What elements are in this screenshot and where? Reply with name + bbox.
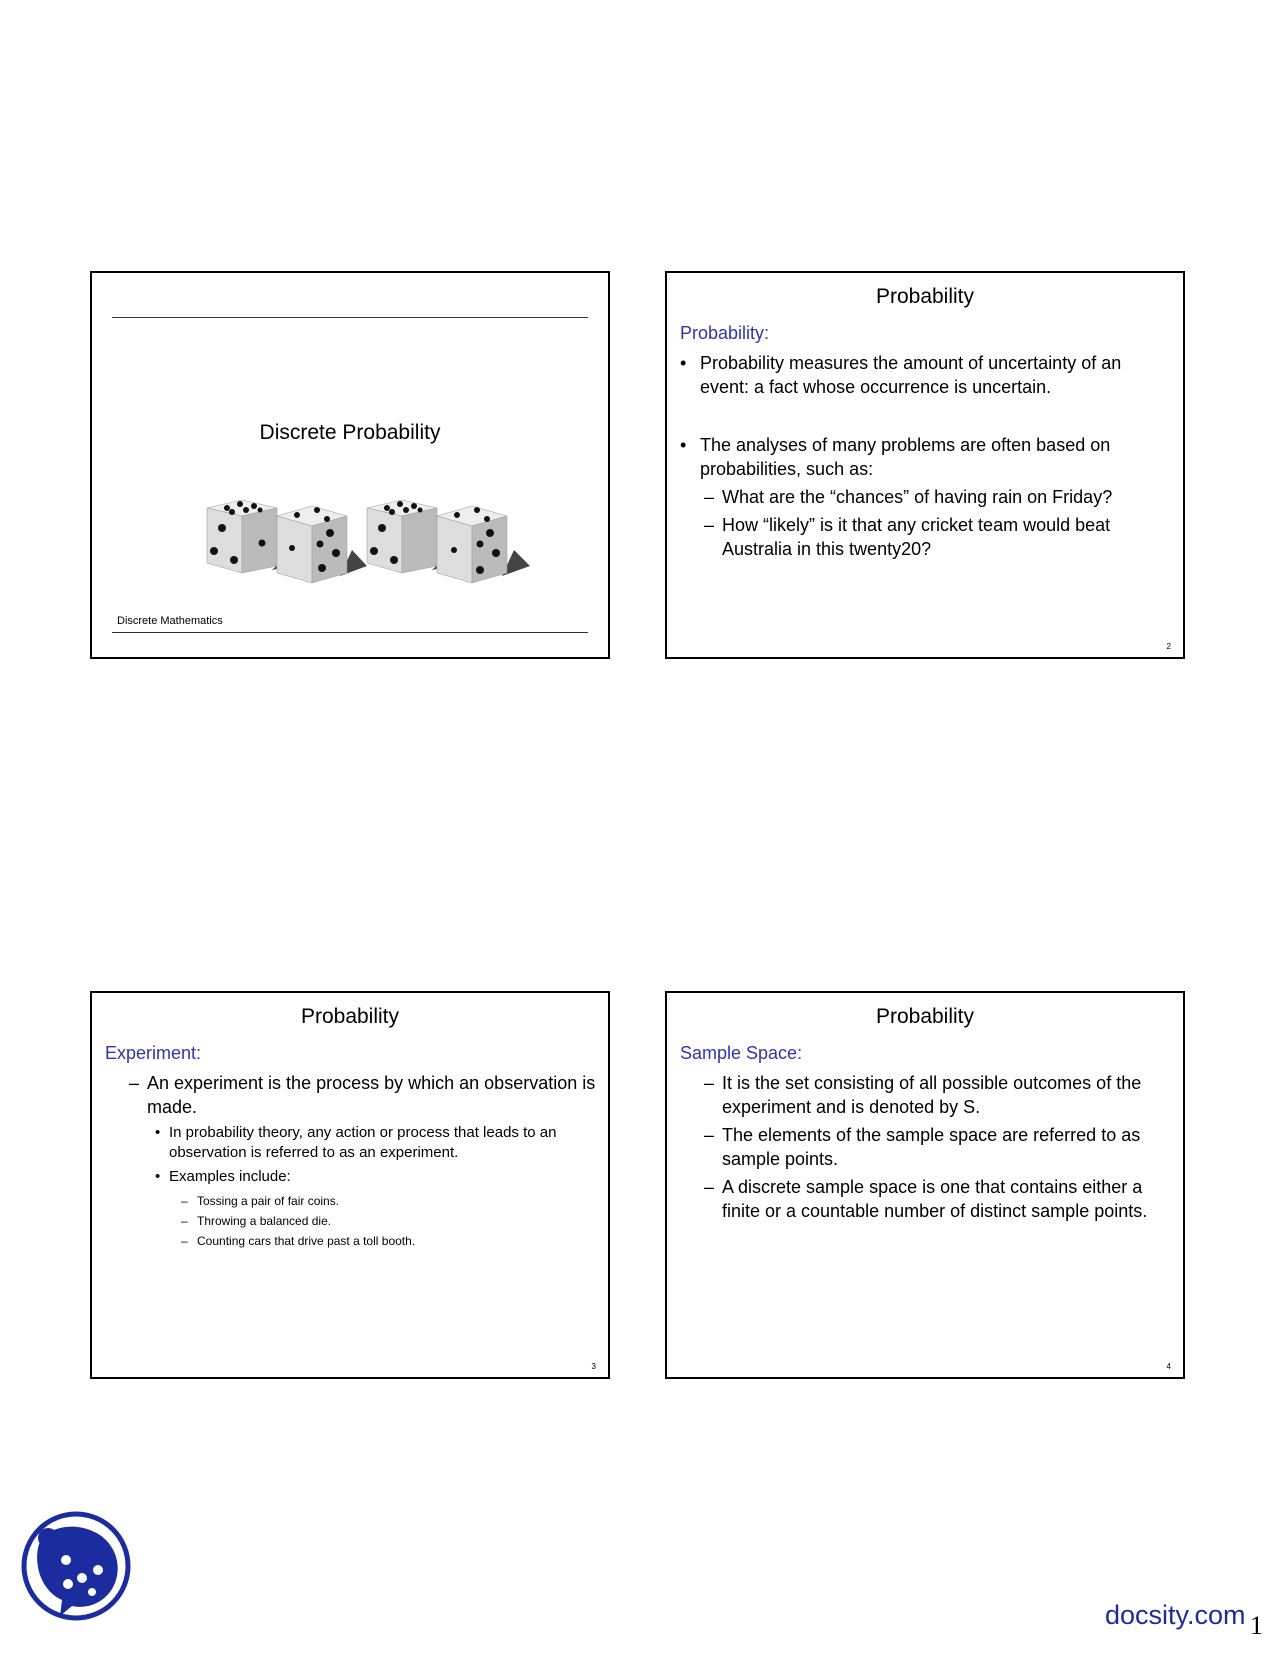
page-number: 4: [1166, 1362, 1171, 1371]
slide-2-heading: Probability:: [680, 323, 770, 343]
dash-item-text: It is the set consisting of all possible outcomes of the experiment and is denoted by S.: [722, 1073, 1142, 1117]
dash-item-text: A discrete sample space is one that contains either a finite or a countable number of distinct sample points.: [722, 1177, 1148, 1221]
dash-mark: –: [704, 487, 715, 507]
bullet-item: • The analyses of many problems are often based on probabilities, such as:: [680, 433, 1171, 481]
dash-item: [680, 1175, 1171, 1223]
slide-1-footer: Discrete Mathematics: [117, 615, 223, 627]
dash-item: [105, 1071, 596, 1119]
bullet-item: • Probability measures the amount of uncertainty of an event: a fact whose occurrence is uncertain.: [680, 351, 1171, 399]
slide-4: [665, 991, 1185, 1379]
slide-1-title: Discrete Probability: [259, 421, 441, 444]
docsity-logo-icon[interactable]: [20, 1510, 132, 1622]
slide-2-title: Probability: [875, 285, 975, 308]
example-text: Counting cars that drive past a toll booth.: [197, 1234, 416, 1248]
bottom-rule: [112, 632, 588, 633]
dash-mark: –: [129, 1073, 140, 1093]
top-rule: [112, 317, 588, 318]
dash-mark: –: [181, 1214, 188, 1228]
dash-item: [680, 1071, 1171, 1119]
dash-mark: –: [704, 515, 715, 535]
example-item: [105, 1191, 596, 1211]
dice-illustration: [202, 488, 542, 588]
example-item: [105, 1211, 596, 1231]
example-item: [105, 1231, 596, 1251]
slide-3-content: [105, 1071, 596, 1251]
slide-3-heading: Experiment:: [105, 1043, 202, 1063]
dash-mark: –: [181, 1194, 188, 1208]
example-text: Tossing a pair of fair coins.: [197, 1194, 340, 1208]
slide-2: [665, 271, 1185, 659]
dash-item-text: What are the “chances” of having rain on Friday?: [722, 487, 1113, 507]
document-page-number: 1: [1250, 1611, 1263, 1640]
sub-bullet-item: • Examples include:: [105, 1167, 596, 1187]
slide-4-content: [680, 1071, 1171, 1227]
slide-1: [90, 271, 610, 659]
slide-4-heading: Sample Space:: [680, 1043, 803, 1063]
slide-4-title: Probability: [875, 1005, 975, 1028]
dash-mark: –: [704, 1073, 715, 1093]
dash-mark: –: [704, 1125, 715, 1145]
page-number: 2: [1166, 642, 1171, 651]
dash-mark: –: [181, 1234, 188, 1248]
dash-item: [680, 1123, 1171, 1171]
slide-3: [90, 991, 610, 1379]
slide-3-title: Probability: [300, 1005, 400, 1028]
example-text: Throwing a balanced die.: [197, 1214, 332, 1228]
docsity-brand[interactable]: docsity.com: [1105, 1600, 1246, 1630]
dash-item: [680, 485, 1171, 509]
dash-item-text: The elements of the sample space are referred to as sample points.: [722, 1125, 1141, 1169]
dash-item: [680, 513, 1171, 561]
dash-item-text: An experiment is the process by which an observation is made.: [147, 1073, 596, 1117]
slide-2-content: [680, 351, 1171, 565]
dash-mark: –: [704, 1177, 715, 1197]
sub-bullet-item: • In probability theory, any action or process that leads to an observation is referred to as an experiment.: [105, 1123, 596, 1163]
dash-item-text: How “likely” is it that any cricket team would beat Australia in this twenty20?: [722, 515, 1111, 559]
page-number: 3: [591, 1362, 596, 1371]
